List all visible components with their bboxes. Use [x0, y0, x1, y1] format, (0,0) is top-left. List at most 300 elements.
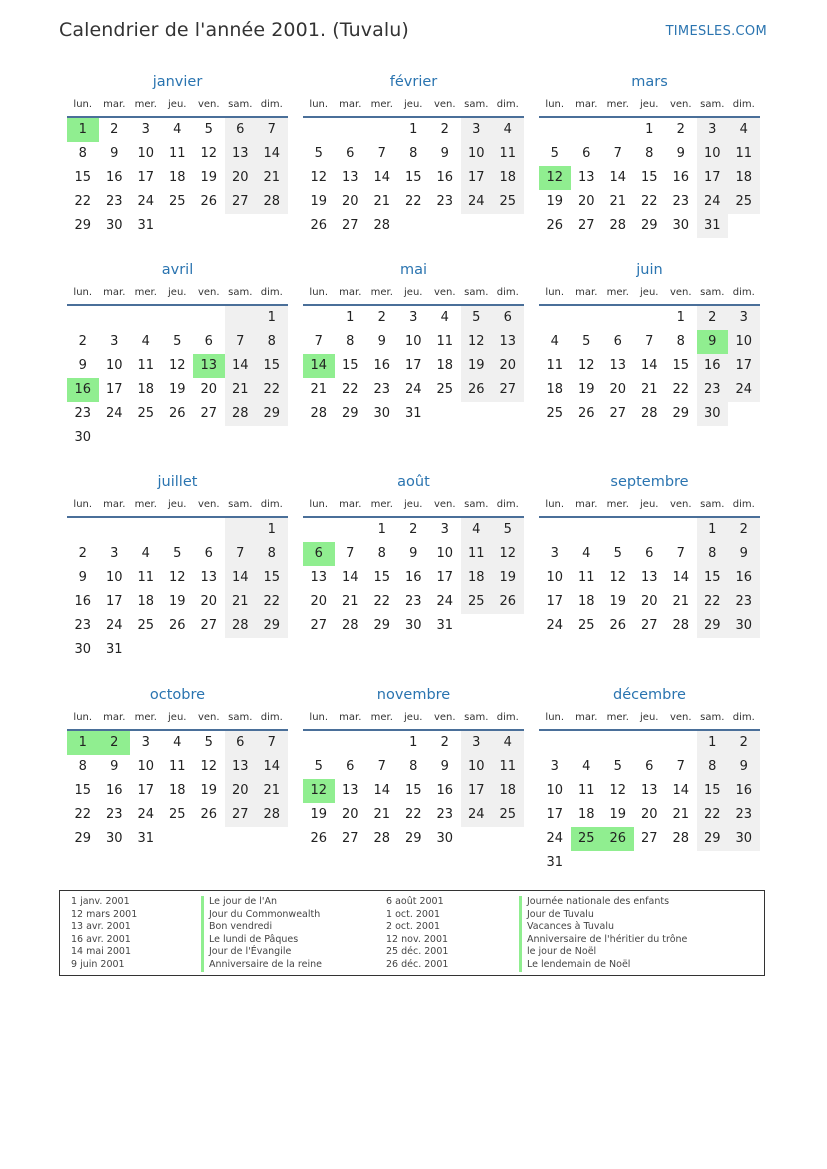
empty-cell: [303, 731, 335, 755]
legend-date: 1 oct. 2001: [386, 908, 441, 920]
empty-cell: [634, 851, 666, 875]
day-cell: 17: [436, 570, 454, 585]
day-cell: 25: [461, 590, 493, 614]
weekday-label: dim.: [260, 287, 283, 298]
day-cell: 5: [314, 146, 323, 161]
empty-cell: [398, 214, 430, 238]
weekday-label: dim.: [732, 287, 755, 298]
day-cell: 11: [436, 334, 454, 349]
month-name: juin: [636, 262, 663, 278]
day-cell: 23: [436, 194, 454, 209]
empty-cell: [130, 306, 162, 330]
empty-cell: [130, 518, 162, 542]
empty-cell: [665, 731, 697, 755]
empty-cell: [492, 827, 524, 851]
weekday-label: mar.: [103, 712, 126, 723]
weekday-label: sam.: [228, 499, 253, 510]
day-cell: 8: [256, 330, 288, 354]
empty-cell: [461, 614, 493, 638]
day-cell: 16: [697, 354, 729, 378]
day-cell: 29: [256, 614, 288, 638]
day-cell: 9: [110, 759, 119, 774]
day-cell: 2: [78, 546, 87, 561]
empty-cell: [429, 402, 461, 426]
day-cell: 15: [74, 170, 92, 185]
day-cell: 28: [341, 618, 359, 633]
empty-cell: [303, 118, 335, 142]
day-cell: 3: [141, 122, 150, 137]
day-cell: 4: [173, 735, 182, 750]
day-cell: 20: [640, 807, 658, 822]
day-cell: 28: [672, 831, 690, 846]
day-cell: 29: [74, 831, 92, 846]
day-cell: 14: [640, 358, 658, 373]
day-cell: 27: [492, 378, 524, 402]
day-cell: 16: [436, 170, 454, 185]
weekday-label: dim.: [732, 712, 755, 723]
month-name: juillet: [157, 474, 198, 490]
day-cell: 26: [609, 618, 627, 633]
weekday-label: sam.: [700, 499, 725, 510]
day-cell: 31: [137, 831, 155, 846]
day-cell: 25: [137, 406, 155, 421]
empty-cell: [634, 518, 666, 542]
legend-date: 26 déc. 2001: [386, 958, 449, 970]
empty-cell: [162, 306, 194, 330]
legend-holiday-name: le jour de Noël: [519, 946, 687, 959]
day-cell: 27: [225, 190, 257, 214]
day-cell: 18: [577, 594, 595, 609]
day-cell: 1: [409, 122, 418, 137]
weekday-label: sam.: [464, 712, 489, 723]
day-cell: 24: [105, 618, 123, 633]
day-cell: 9: [440, 759, 449, 774]
day-cell: 16: [74, 594, 92, 609]
day-cell: 26: [461, 378, 493, 402]
weekday-label: mar.: [575, 499, 598, 510]
weekday-label: sam.: [700, 712, 725, 723]
month-name: septembre: [610, 474, 689, 490]
day-cell: 16: [105, 170, 123, 185]
day-cell: 21: [609, 194, 627, 209]
month-block: [303, 683, 524, 851]
day-cell: 19: [168, 382, 186, 397]
day-cell: 24: [728, 378, 760, 402]
day-cell: 7: [676, 546, 685, 561]
day-cell: 7: [613, 146, 622, 161]
weekday-label: mer.: [134, 99, 157, 110]
day-cell: 16: [728, 566, 760, 590]
day-cell: 22: [697, 590, 729, 614]
empty-cell: [256, 638, 288, 662]
day-cell: 30: [697, 402, 729, 426]
weekday-label: dim.: [496, 287, 519, 298]
weekday-label: ven.: [197, 287, 220, 298]
weekday-label: dim.: [732, 99, 755, 110]
day-cell: 2: [78, 334, 87, 349]
day-cell: 9: [440, 146, 449, 161]
weekday-label: dim.: [260, 499, 283, 510]
day-cell: 13: [200, 570, 218, 585]
day-cell: 6: [225, 118, 257, 142]
empty-cell: [193, 306, 225, 330]
empty-cell: [492, 214, 524, 238]
day-cell: 11: [728, 142, 760, 166]
day-cell: 29: [256, 402, 288, 426]
empty-cell: [492, 614, 524, 638]
weekday-label: mer.: [370, 99, 393, 110]
weekday-label: sam.: [464, 499, 489, 510]
empty-cell: [429, 214, 461, 238]
day-cell: 17: [546, 594, 564, 609]
day-cell: 7: [314, 334, 323, 349]
days-grid: [303, 118, 524, 238]
day-cell: 18: [461, 566, 493, 590]
day-cell: 18: [546, 382, 564, 397]
day-cell: 22: [256, 590, 288, 614]
day-cell: 28: [310, 406, 328, 421]
day-cell: 7: [256, 731, 288, 755]
legend-holiday-name: Anniversaire de la reine: [201, 959, 322, 972]
day-cell: 26: [310, 831, 328, 846]
empty-cell: [225, 306, 257, 330]
day-cell: 27: [640, 618, 658, 633]
day-cell: 7: [225, 330, 257, 354]
day-cell: 21: [373, 194, 391, 209]
days-grid: [67, 731, 288, 851]
weekday-header: [539, 94, 760, 118]
empty-cell: [728, 851, 760, 875]
day-cell: 27: [341, 218, 359, 233]
day-cell: 26: [200, 194, 218, 209]
day-cell: 14: [373, 783, 391, 798]
month-block: [303, 470, 524, 638]
day-cell: 8: [409, 759, 418, 774]
day-cell: 25: [492, 190, 524, 214]
day-cell: 2: [697, 306, 729, 330]
day-cell: 17: [728, 354, 760, 378]
day-cell: 12: [200, 759, 218, 774]
empty-cell: [665, 851, 697, 875]
empty-cell: [225, 214, 257, 238]
day-cell: 26: [168, 406, 186, 421]
day-cell: 24: [461, 803, 493, 827]
day-cell: 23: [105, 807, 123, 822]
day-cell: 14: [341, 570, 359, 585]
empty-cell: [728, 402, 760, 426]
month-block: [303, 70, 524, 238]
day-cell: 12: [200, 146, 218, 161]
day-cell: 31: [105, 642, 123, 657]
legend-date: 6 août 2001: [386, 896, 444, 907]
weekday-label: jeu.: [640, 99, 659, 110]
month-name: octobre: [149, 687, 206, 703]
weekday-label: mar.: [339, 499, 362, 510]
day-cell: 9: [377, 334, 386, 349]
days-grid: [539, 518, 760, 638]
day-cell: 18: [492, 166, 524, 190]
weekday-label: dim.: [496, 499, 519, 510]
weekday-label: dim.: [732, 499, 755, 510]
day-cell: 8: [645, 146, 654, 161]
day-cell: 19: [577, 382, 595, 397]
empty-cell: [225, 638, 257, 662]
day-cell: 1: [697, 731, 729, 755]
empty-cell: [67, 518, 99, 542]
day-cell: 11: [461, 542, 493, 566]
day-cell: 7: [377, 146, 386, 161]
day-cell: 4: [550, 334, 559, 349]
day-cell: 12: [577, 358, 595, 373]
day-cell: 2: [99, 731, 131, 755]
day-cell: 14: [303, 354, 335, 378]
day-cell: 9: [728, 542, 760, 566]
empty-cell: [366, 731, 398, 755]
day-cell: 14: [373, 170, 391, 185]
empty-cell: [193, 426, 225, 450]
legend-holiday-name: Le lendemain de Noël: [519, 959, 687, 972]
day-cell: 23: [728, 590, 760, 614]
weekday-label: lun.: [545, 287, 565, 298]
legend-date: 12 nov. 2001: [386, 933, 449, 945]
day-cell: 30: [672, 218, 690, 233]
day-cell: 19: [310, 194, 328, 209]
day-cell: 25: [137, 618, 155, 633]
day-cell: 17: [461, 166, 493, 190]
empty-cell: [67, 306, 99, 330]
legend-date: 1 janv. 2001: [71, 896, 130, 907]
empty-cell: [602, 118, 634, 142]
day-cell: 27: [341, 831, 359, 846]
day-cell: 3: [440, 522, 449, 537]
day-cell: 7: [645, 334, 654, 349]
day-cell: 2: [728, 518, 760, 542]
empty-cell: [492, 402, 524, 426]
empty-cell: [335, 731, 367, 755]
day-cell: 13: [310, 570, 328, 585]
weekday-label: lun.: [73, 712, 93, 723]
weekday-header: [303, 94, 524, 118]
month-block: [539, 470, 760, 638]
weekday-label: lun.: [73, 287, 93, 298]
empty-cell: [634, 306, 666, 330]
month-block: [539, 683, 760, 875]
day-cell: 27: [577, 218, 595, 233]
day-cell: 26: [200, 807, 218, 822]
legend-date: 2 oct. 2001: [386, 921, 441, 933]
days-grid: [539, 731, 760, 875]
empty-cell: [225, 827, 257, 851]
day-cell: 25: [546, 406, 564, 421]
legend-holiday-name: Vacances à Tuvalu: [519, 921, 687, 934]
month-block: [67, 258, 288, 450]
weekday-label: mer.: [606, 712, 629, 723]
weekday-label: lun.: [545, 499, 565, 510]
day-cell: 22: [640, 194, 658, 209]
month-name: mai: [399, 262, 428, 278]
legend-holiday-name: Le lundi de Pâques: [201, 934, 322, 947]
empty-cell: [366, 118, 398, 142]
weekday-label: mar.: [103, 99, 126, 110]
day-cell: 23: [74, 406, 92, 421]
day-cell: 19: [609, 594, 627, 609]
empty-cell: [193, 518, 225, 542]
day-cell: 13: [193, 354, 225, 378]
month-name: avril: [161, 262, 194, 278]
empty-cell: [303, 306, 335, 330]
day-cell: 29: [74, 218, 92, 233]
day-cell: 12: [492, 542, 524, 566]
day-cell: 18: [492, 779, 524, 803]
day-cell: 3: [550, 546, 559, 561]
day-cell: 28: [373, 218, 391, 233]
day-cell: 16: [67, 378, 99, 402]
weekday-label: sam.: [700, 99, 725, 110]
empty-cell: [602, 731, 634, 755]
weekday-label: mar.: [103, 499, 126, 510]
day-cell: 28: [256, 803, 288, 827]
empty-cell: [99, 426, 131, 450]
weekday-label: lun.: [545, 99, 565, 110]
empty-cell: [193, 214, 225, 238]
day-cell: 30: [404, 618, 422, 633]
day-cell: 15: [697, 566, 729, 590]
day-cell: 1: [67, 118, 99, 142]
day-cell: 2: [110, 122, 119, 137]
weekday-header: [67, 94, 288, 118]
day-cell: 24: [461, 190, 493, 214]
day-cell: 24: [436, 594, 454, 609]
empty-cell: [697, 851, 729, 875]
days-grid: [303, 731, 524, 851]
day-cell: 10: [546, 570, 564, 585]
day-cell: 18: [168, 783, 186, 798]
day-cell: 24: [137, 194, 155, 209]
day-cell: 23: [404, 594, 422, 609]
empty-cell: [539, 731, 571, 755]
day-cell: 2: [728, 731, 760, 755]
day-cell: 20: [200, 594, 218, 609]
weekday-label: mar.: [339, 99, 362, 110]
weekday-header: [67, 282, 288, 306]
day-cell: 28: [225, 614, 257, 638]
day-cell: 25: [571, 827, 603, 851]
weekday-label: mer.: [134, 499, 157, 510]
day-cell: 3: [110, 546, 119, 561]
weekday-label: ven.: [669, 712, 692, 723]
day-cell: 20: [609, 382, 627, 397]
weekday-label: sam.: [464, 287, 489, 298]
days-grid: [67, 518, 288, 662]
day-cell: 20: [225, 166, 257, 190]
day-cell: 8: [377, 546, 386, 561]
legend-names-right: [519, 896, 687, 972]
day-cell: 10: [137, 759, 155, 774]
day-cell: 3: [461, 731, 493, 755]
day-cell: 2: [377, 310, 386, 325]
weekday-label: sam.: [228, 712, 253, 723]
day-cell: 7: [377, 759, 386, 774]
day-cell: 10: [137, 146, 155, 161]
day-cell: 26: [577, 406, 595, 421]
day-cell: 5: [314, 759, 323, 774]
day-cell: 12: [461, 330, 493, 354]
empty-cell: [256, 426, 288, 450]
day-cell: 23: [436, 807, 454, 822]
day-cell: 29: [697, 827, 729, 851]
day-cell: 15: [74, 783, 92, 798]
day-cell: 24: [546, 831, 564, 846]
brand-logo[interactable]: TIMESLES.COM: [665, 24, 767, 39]
day-cell: 8: [256, 542, 288, 566]
day-cell: 11: [168, 146, 186, 161]
weekday-label: mer.: [370, 712, 393, 723]
weekday-label: ven.: [433, 287, 456, 298]
day-cell: 27: [200, 406, 218, 421]
day-cell: 8: [676, 334, 685, 349]
legend-holiday-name: Anniversaire de l'héritier du trône: [519, 934, 687, 947]
month-name: février: [389, 74, 438, 90]
day-cell: 1: [697, 518, 729, 542]
empty-cell: [571, 118, 603, 142]
day-cell: 21: [310, 382, 328, 397]
day-cell: 4: [461, 518, 493, 542]
day-cell: 24: [546, 618, 564, 633]
weekday-label: jeu.: [640, 287, 659, 298]
day-cell: 13: [609, 358, 627, 373]
legend-holiday-name: Journée nationale des enfants: [519, 896, 687, 909]
day-cell: 8: [409, 146, 418, 161]
legend-date: 25 déc. 2001: [386, 946, 449, 958]
day-cell: 4: [582, 546, 591, 561]
weekday-label: jeu.: [168, 99, 187, 110]
day-cell: 19: [546, 194, 564, 209]
legend-date: 12 mars 2001: [71, 908, 138, 920]
day-cell: 14: [672, 783, 690, 798]
day-cell: 16: [728, 779, 760, 803]
day-cell: 23: [105, 194, 123, 209]
weekday-label: mar.: [339, 287, 362, 298]
day-cell: 26: [168, 618, 186, 633]
empty-cell: [571, 731, 603, 755]
day-cell: 14: [225, 354, 257, 378]
day-cell: 10: [546, 783, 564, 798]
day-cell: 4: [582, 759, 591, 774]
legend-date: 14 mai 2001: [71, 946, 132, 958]
days-grid: [539, 118, 760, 238]
day-cell: 24: [105, 406, 123, 421]
month-block: [303, 258, 524, 426]
day-cell: 22: [672, 382, 690, 397]
day-cell: 25: [168, 807, 186, 822]
day-cell: 30: [105, 218, 123, 233]
day-cell: 17: [137, 170, 155, 185]
day-cell: 11: [577, 570, 595, 585]
weekday-header: [539, 494, 760, 518]
empty-cell: [728, 214, 760, 238]
weekday-label: dim.: [260, 712, 283, 723]
weekday-label: jeu.: [404, 712, 423, 723]
day-cell: 15: [672, 358, 690, 373]
weekday-label: mar.: [575, 99, 598, 110]
day-cell: 22: [74, 194, 92, 209]
day-cell: 15: [697, 779, 729, 803]
day-cell: 28: [672, 618, 690, 633]
day-cell: 19: [461, 354, 493, 378]
weekday-label: mer.: [606, 287, 629, 298]
day-cell: 24: [404, 382, 422, 397]
day-cell: 11: [577, 783, 595, 798]
